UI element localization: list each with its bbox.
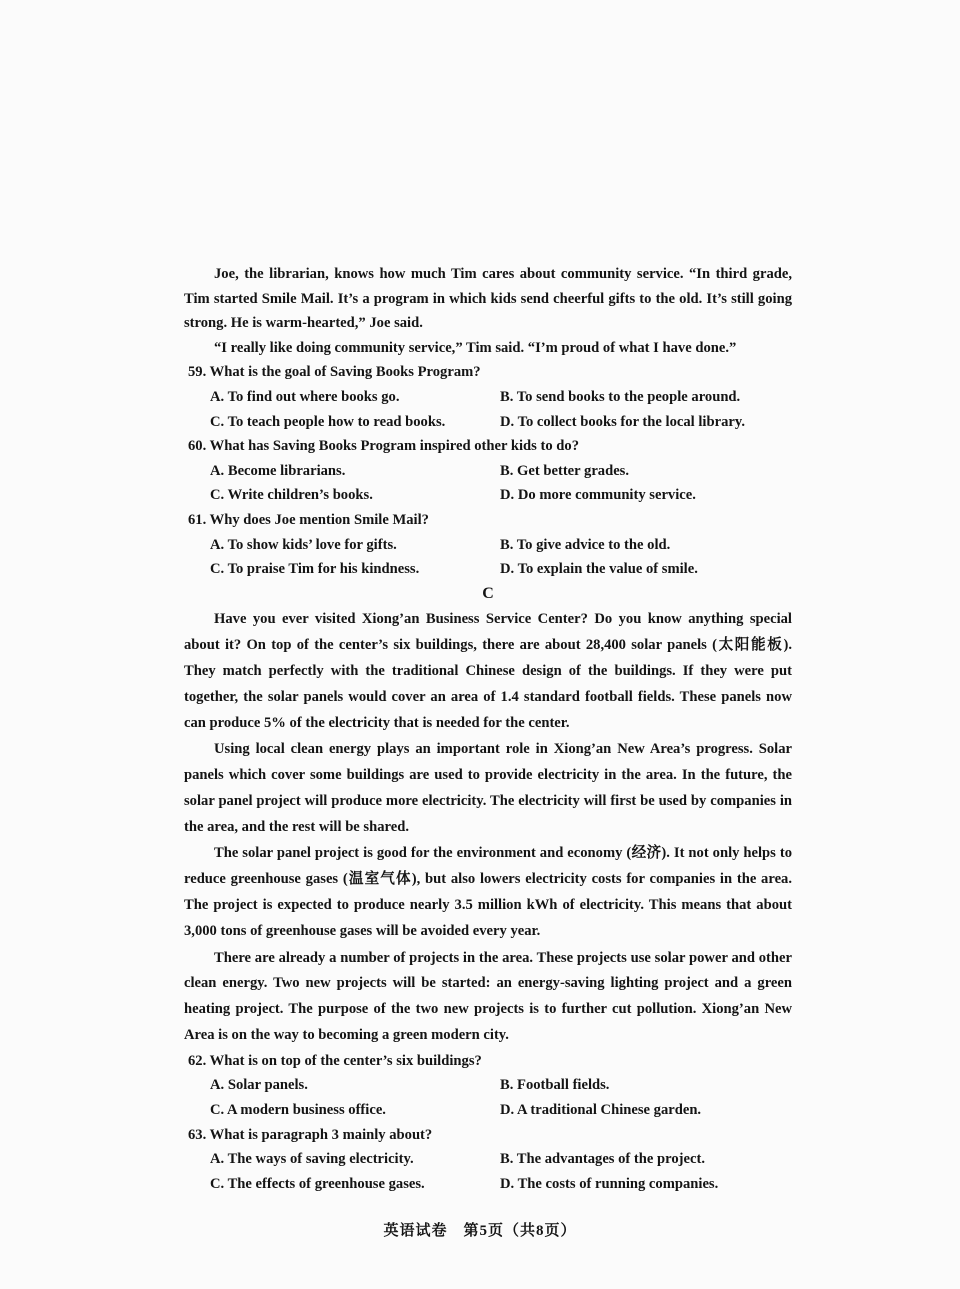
page-content: [184, 262, 792, 1196]
option-b: B. To give advice to the old.: [500, 536, 671, 553]
question-stem: 60. What has Saving Books Program inspired other kids to do?: [188, 438, 580, 455]
passage-b-paragraph-2: “I really like doing community service,” Tim said. “I’m proud of what I have done.”: [214, 339, 737, 356]
question-62: [184, 1049, 792, 1123]
question-61: [184, 508, 792, 582]
option-c: C. The effects of greenhouse gases.: [210, 1175, 425, 1192]
option-c: C. A modern business office.: [210, 1102, 386, 1119]
answer-options: [184, 1073, 792, 1122]
option-d: D. To explain the value of smile.: [500, 561, 698, 578]
answer-options: [184, 533, 792, 582]
passage-c-paragraph-2: Using local clean energy plays an important role in Xiong’an New Area’s progress. Solar panels which cover some buildings are used to provide electricity in the area. In the future, the solar panel project will produce more electricity. The electricity will first be used by companies in the area, and the rest will be shared.: [184, 741, 792, 835]
question-stem: 62. What is on top of the center’s six buildings?: [188, 1052, 482, 1069]
question-63: [184, 1123, 792, 1197]
option-a: A. The ways of saving electricity.: [210, 1151, 414, 1168]
option-b: B. The advantages of the project.: [500, 1151, 705, 1168]
option-b: B. Football fields.: [500, 1077, 610, 1094]
option-c: C. To praise Tim for his kindness.: [210, 561, 420, 578]
option-d: D. Do more community service.: [500, 487, 696, 504]
question-stem: 59. What is the goal of Saving Books Program?: [188, 364, 481, 381]
option-a: A. To find out where books go.: [210, 388, 400, 405]
question-stem: 63. What is paragraph 3 mainly about?: [188, 1126, 433, 1143]
answer-options: [184, 1147, 792, 1196]
answer-options: [184, 459, 792, 508]
option-d: D. To collect books for the local library.: [500, 413, 745, 430]
option-c: C. To teach people how to read books.: [210, 413, 446, 430]
option-d: D. The costs of running companies.: [500, 1175, 719, 1192]
question-stem: 61. Why does Joe mention Smile Mail?: [188, 511, 429, 528]
option-a: A. To show kids’ love for gifts.: [210, 536, 397, 553]
option-b: B. To send books to the people around.: [500, 388, 741, 405]
option-b: B. Get better grades.: [500, 462, 630, 479]
section-c-heading: C: [482, 584, 494, 602]
option-d: D. A traditional Chinese garden.: [500, 1102, 702, 1119]
question-59: [184, 360, 792, 434]
option-a: A. Solar panels.: [210, 1077, 308, 1094]
passage-c-paragraph-1: Have you ever visited Xiong’an Business Service Center? Do you know anything special about it? On top of the center’s six buildings, there are about 28,400 solar panels (太阳能板). They match perfectly with the traditional Chinese design of the buildings. If they were put together, the solar panels would cover an area of 1.4 standard football fields. These panels now can produce 5% of the electricity that is needed for the center.: [184, 611, 792, 731]
passage-c-paragraph-4: There are already a number of projects in the area. These projects use solar power and other clean energy. Two new projects will be started: an energy-saving lighting project and a green heating project. The purpose of the two new projects is to further cut pollution. Xiong’an New Area is on the way to becoming a green modern city.: [184, 949, 792, 1044]
option-c: C. Write children’s books.: [210, 487, 373, 504]
passage-b-paragraph-1: Joe, the librarian, knows how much Tim cares about community service. “In third grade, Tim started Smile Mail. It’s a program in which kids send cheerful gifts to the old. It’s still going strong. He is warm-hearted,” Joe said.: [184, 266, 792, 332]
question-60: [184, 434, 792, 508]
page-footer: 英语试卷 第5页（共8页）: [383, 1223, 577, 1239]
passage-c-paragraph-3: The solar panel project is good for the environment and economy (经济). It not only helps to reduce greenhouse gases (温室气体), but also lowers electricity costs for companies in the area. The project is expected to produce nearly 3.5 million kWh of electricity. This means that about 3,000 tons of greenhouse gases will be avoided every year.: [184, 845, 792, 939]
answer-options: [184, 385, 792, 434]
option-a: A. Become librarians.: [210, 462, 346, 479]
